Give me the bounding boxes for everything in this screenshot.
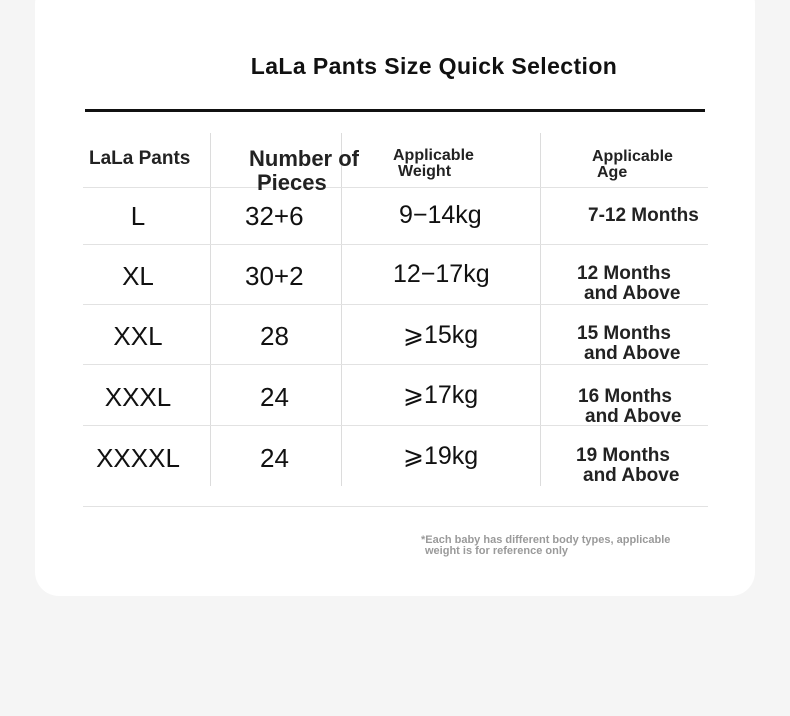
age-line2: and Above	[583, 465, 680, 486]
header-age-line1: Applicable	[592, 148, 673, 165]
reference-note-line1: *Each baby has different body types, applicable	[421, 534, 671, 546]
weight-cell: 12−17kg	[393, 260, 490, 288]
column-divider	[210, 133, 211, 486]
weight-cell: ⩾19kg	[403, 442, 479, 470]
header-weight-line2: Weight	[398, 163, 452, 180]
header-age	[592, 149, 673, 181]
pieces-cell: 28	[260, 321, 289, 351]
age-line1: 7-12 Months	[588, 205, 699, 226]
age-cell	[578, 387, 681, 427]
age-cell	[577, 264, 680, 304]
reference-note	[421, 535, 670, 557]
age-line1: 19 Months	[576, 445, 670, 466]
age-line1: 15 Months	[577, 323, 671, 344]
header-weight-line1: Applicable	[393, 147, 474, 164]
age-cell	[576, 446, 679, 486]
header-pieces-line1: Number of	[249, 146, 359, 171]
header-size: LaLa Pants	[89, 148, 191, 169]
pieces-cell: 30+2	[245, 261, 304, 291]
age-line1: 12 Months	[577, 263, 671, 284]
age-line1: 16 Months	[578, 386, 672, 407]
row-divider	[83, 187, 708, 188]
column-divider	[540, 133, 541, 486]
row-divider	[83, 506, 708, 507]
size-cell: XXXXL	[96, 443, 180, 473]
weight-cell: ⩾17kg	[403, 381, 479, 409]
weight-cell: 9−14kg	[399, 201, 482, 229]
header-weight	[393, 148, 474, 180]
age-cell	[588, 206, 699, 226]
pieces-cell: 24	[260, 382, 289, 412]
row-divider	[83, 244, 708, 245]
title-divider	[85, 109, 705, 112]
header-pieces	[249, 147, 359, 195]
page-title: LaLa Pants Size Quick Selection	[250, 53, 618, 79]
pieces-cell: 24	[260, 443, 289, 473]
age-line2: and Above	[584, 343, 681, 364]
age-cell	[577, 324, 680, 364]
pieces-cell: 32+6	[245, 201, 304, 231]
header-pieces-line2: Pieces	[257, 170, 327, 195]
header-age-line2: Age	[597, 164, 628, 181]
reference-note-line2: weight is for reference only	[425, 545, 569, 557]
size-cell: L	[130, 201, 146, 231]
size-cell: XXL	[113, 321, 163, 351]
size-cell: XL	[122, 261, 154, 291]
size-cell: XXXL	[104, 382, 172, 412]
row-divider	[83, 364, 708, 365]
age-line2: and Above	[585, 406, 682, 427]
weight-cell: ⩾15kg	[403, 321, 479, 349]
age-line2: and Above	[584, 283, 681, 304]
row-divider	[83, 304, 708, 305]
